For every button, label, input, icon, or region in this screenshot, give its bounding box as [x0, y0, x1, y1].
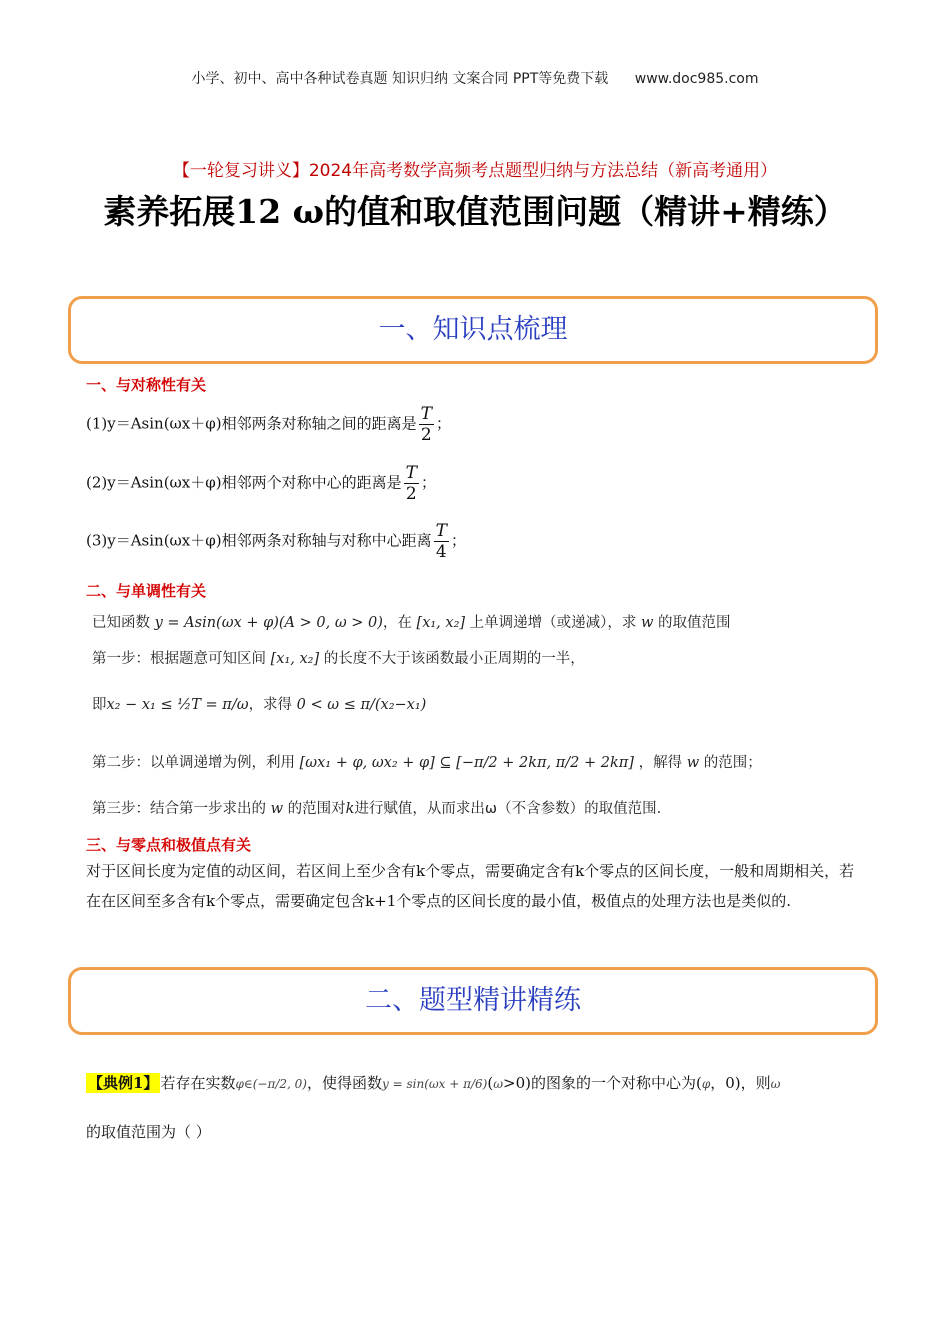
fraction: [419, 404, 434, 445]
fraction-num: T: [405, 463, 417, 483]
formula: w: [641, 615, 654, 631]
fraction-den: 4: [435, 542, 447, 562]
text: 的范围；: [703, 755, 762, 771]
section2-title-box: [68, 967, 878, 1035]
text: 第一步：根据题意可知区间: [92, 651, 266, 667]
text: ，在: [382, 615, 412, 631]
text: 第二步：以单调递增为例，利用: [92, 755, 295, 771]
symmetry-item-2: [86, 463, 436, 504]
formula: w: [270, 801, 284, 817]
mono-step1-cont: [92, 693, 426, 714]
text: ，使得函数: [306, 1074, 382, 1092]
section1-title: 一、知识点梳理: [378, 314, 568, 345]
example-tag: 【典例1】: [88, 1074, 159, 1092]
formula: w: [686, 755, 700, 771]
text: ，求得: [248, 697, 293, 713]
fraction: [434, 521, 449, 562]
item-end: ；: [435, 414, 451, 433]
formula: 0 < ω ≤ π/(x₂−x₁): [296, 697, 427, 713]
formula: φ: [701, 1077, 711, 1091]
item-end: ；: [420, 473, 436, 492]
text: (: [487, 1074, 494, 1092]
symmetry-item-1: [86, 404, 451, 445]
item-text: (1)y＝Asin(ωx＋φ)相邻两条对称轴之间的距离是: [86, 414, 417, 433]
text: 上单调递增（或递减），求: [469, 615, 637, 631]
formula: [x₁, x₂]: [416, 615, 466, 631]
text: 的长度不大于该函数最小正周期的一半，: [323, 651, 585, 667]
formula: ω: [770, 1077, 781, 1091]
fraction-den: 2: [420, 425, 432, 445]
symmetry-item-3: [86, 521, 466, 562]
text: ，0)，则: [710, 1074, 771, 1092]
mono-step2: [92, 751, 762, 772]
section2-title: 二、题型精讲精练: [365, 985, 581, 1016]
text: 的取值范围为（ ）: [86, 1123, 211, 1141]
text: 已知函数: [92, 615, 150, 631]
formula: x₂ − x₁ ≤ ½T = π/ω: [106, 697, 249, 713]
formula: φ∈(−π/2, 0): [235, 1077, 307, 1091]
text: 的取值范围: [658, 615, 731, 631]
text: 的范围对: [287, 801, 346, 817]
header-text: 小学、初中、高中各种试卷真题 知识归纳 文案合同 PPT等免费下载: [191, 71, 609, 87]
formula: ω: [493, 1077, 504, 1091]
fraction: [404, 463, 419, 504]
mono-step3: [92, 797, 661, 818]
section1-title-box: [68, 296, 878, 364]
text: 进行赋值，从而求出ω（不含参数）的取值范围.: [354, 801, 662, 817]
fraction-den: 2: [405, 484, 417, 504]
page-header: [0, 68, 950, 88]
doc-title: 素养拓展12 ω的值和取值范围问题（精讲+精练）: [103, 192, 847, 231]
header-site[interactable]: www.doc985.com: [634, 71, 759, 87]
formula: [ωx₁ + φ, ωx₂ + φ] ⊆ [−π/2 + 2kπ, π/2 + 2kπ]: [299, 755, 634, 771]
doc-subtitle: 【一轮复习讲义】2024年高考数学高频考点题型归纳与方法总结（新高考通用）: [172, 161, 778, 181]
heading-zeros: 三、与零点和极值点有关: [86, 836, 252, 854]
text: >0)的图象的一个对称中心为(: [503, 1074, 702, 1092]
heading-monotonic: 二、与单调性有关: [86, 582, 207, 600]
formula: k: [345, 801, 355, 817]
text: 若存在实数: [160, 1074, 236, 1092]
text: 第三步：结合第一步求出的: [92, 801, 266, 817]
text: 即: [92, 697, 107, 713]
fraction-num: T: [420, 404, 432, 424]
mono-intro: [92, 611, 731, 632]
formula: [x₁, x₂]: [270, 651, 320, 667]
item-end: ；: [450, 531, 466, 550]
item-text: (2)y＝Asin(ωx＋φ)相邻两个对称中心的距离是: [86, 473, 402, 492]
example-1: [86, 1068, 866, 1147]
formula: y = sin(ωx + π/6): [382, 1077, 488, 1091]
zeros-paragraph: 对于区间长度为定值的动区间，若区间上至少含有k个零点，需要确定含有k个零点的区间长度，一般和周期相关，若在在区间至多含有k个零点，需要确定包含k+1个零点的区间长度的最小值，极值点的处理方法也是类似的.: [86, 862, 855, 910]
mono-step1: [92, 647, 585, 668]
fraction-num: T: [435, 521, 447, 541]
text: ，解得: [638, 755, 683, 771]
heading-symmetry: 一、与对称性有关: [86, 376, 207, 394]
item-text: (3)y＝Asin(ωx＋φ)相邻两条对称轴与对称中心距离: [86, 531, 432, 550]
formula: y = Asin(ωx + φ)(A > 0, ω > 0): [154, 615, 383, 631]
